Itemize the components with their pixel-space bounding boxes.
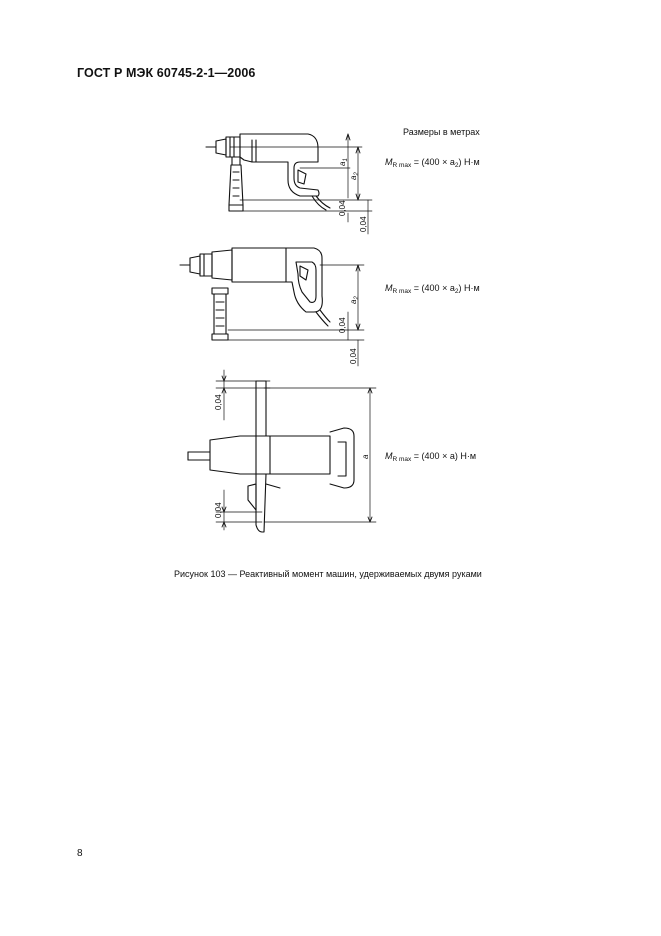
dim-004-f: 0,04 (214, 502, 223, 518)
drill-1-drawing (206, 134, 330, 211)
page-number: 8 (77, 848, 83, 859)
document-header: ГОСТ Р МЭК 60745-2-1—2006 (77, 66, 256, 80)
formula-drill-3: $M_{R max} = (400 \times a)$ Н·м (385, 451, 477, 463)
drill-3-drawing (188, 381, 354, 532)
dim-004-c: 0,04 (338, 317, 347, 333)
dim-a: a (361, 454, 370, 459)
formula-drill-2: $M_{R max} = (400 \times a_2)$ Н·м (385, 283, 480, 295)
dim-a2-drill2: $a_2$ (349, 296, 360, 304)
dim-a1: $a_1$ (338, 158, 349, 166)
dimension-labels (214, 158, 370, 518)
drill-2-drawing (180, 248, 330, 340)
dim-004-e: 0,04 (214, 394, 223, 410)
dimension-lines (216, 134, 376, 530)
figure-caption: Рисунок 103 — Реактивный момент машин, удерживаемых двумя руками (174, 569, 482, 579)
dimension-arrows (222, 134, 372, 527)
dim-004-a: 0,04 (338, 200, 347, 216)
formula-drill-1: $M_{R max} = (400 \times a_2)$ Н·м (385, 157, 480, 169)
dim-a2-drill1: $a_2$ (349, 172, 360, 180)
dim-004-b: 0,04 (359, 216, 368, 232)
dim-004-d: 0,04 (349, 348, 358, 364)
units-note: Размеры в метрах (403, 127, 480, 137)
